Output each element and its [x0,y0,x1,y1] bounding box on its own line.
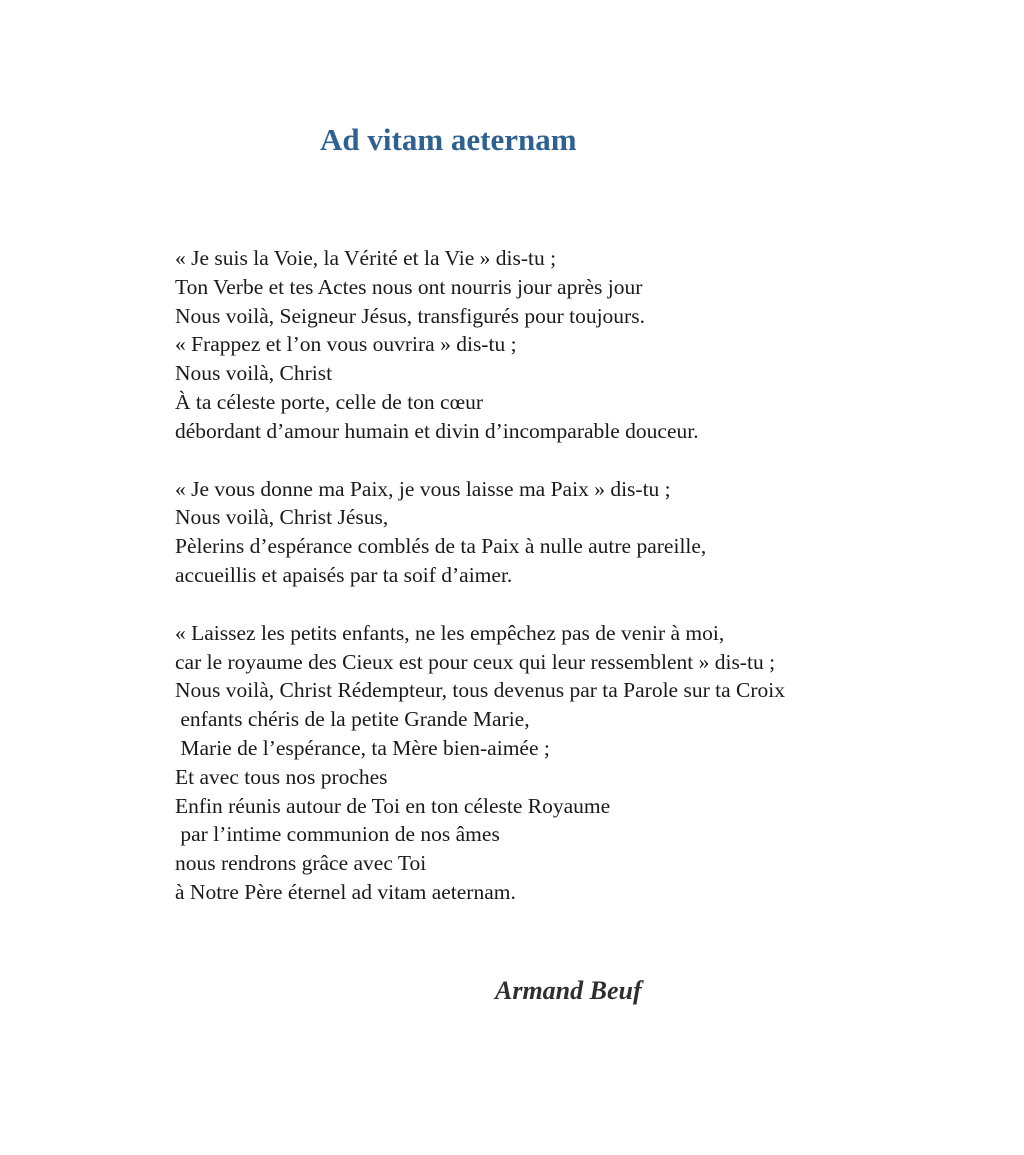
poem-title: Ad vitam aeternam [320,122,577,157]
poem-line: « Frappez et l’on vous ouvrira » dis-tu ; [175,332,517,357]
poem-line: « Laissez les petits enfants, ne les empêchez pas de venir à moi, [175,620,725,645]
poem-line: Enfin réunis autour de Toi en ton céleste Royaume [175,793,611,818]
poem-line: Et avec tous nos proches [175,764,388,789]
poem-line: Ton Verbe et tes Actes nous ont nourris jour après jour [175,274,643,299]
poem-line: Nous voilà, Seigneur Jésus, transfigurés pour toujours. [175,303,645,328]
stanza-1 [175,244,785,446]
poem-line: Nous voilà, Christ [175,361,333,386]
poem-line: car le royaume des Cieux est pour ceux qui leur ressemblent » dis-tu ; [175,649,776,674]
poem-line: Marie de l’espérance, ta Mère bien-aimée ; [175,735,550,760]
poem-line: enfants chéris de la petite Grande Marie, [175,707,530,732]
poem-line: À ta céleste porte, celle de ton cœur [175,389,484,414]
stanza-3 [175,619,785,907]
poem-line: à Notre Père éternel ad vitam aeternam. [175,879,516,904]
author-signature: Armand Beuf [495,976,642,1005]
poem-line: Nous voilà, Christ Jésus, [175,505,389,530]
poem-body [175,244,785,936]
stanza-2 [175,475,785,590]
poem-line: nous rendrons grâce avec Toi [175,851,427,876]
poem-line: accueillis et apaisés par ta soif d’aimer. [175,562,513,587]
poem-line: Nous voilà, Christ Rédempteur, tous devenus par ta Parole sur ta Croix [175,678,785,703]
poem-line: Pèlerins d’espérance comblés de ta Paix à nulle autre pareille, [175,534,707,559]
poem-line: débordant d’amour humain et divin d’incomparable douceur. [175,418,699,443]
poem-line: « Je vous donne ma Paix, je vous laisse ma Paix » dis-tu ; [175,476,671,501]
poem-line: « Je suis la Voie, la Vérité et la Vie » dis-tu ; [175,246,557,270]
poem-line: par l’intime communion de nos âmes [175,822,500,847]
